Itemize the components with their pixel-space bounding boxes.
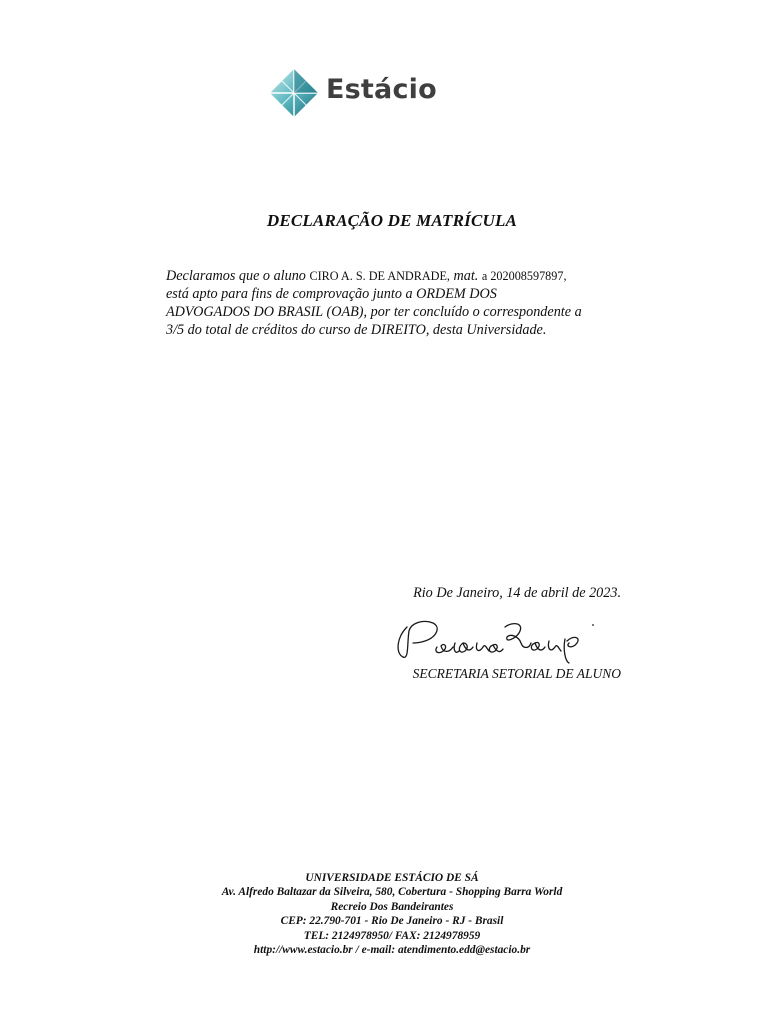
place-date: Rio De Janeiro, 14 de abril de 2023. — [413, 585, 621, 601]
body-text-intro: Declaramos que o aluno — [166, 268, 310, 284]
body-line-2: está apto para fins de comprovação junto a ORDEM DOS — [166, 286, 497, 302]
body-line-4: 3/5 do total de créditos do curso de DIREITO, desta Universidade. — [166, 322, 547, 338]
signatory: SECRETARIA SETORIAL DE ALUNO — [412, 666, 621, 681]
diamond-logo-icon — [268, 67, 320, 119]
document-title: DECLARAÇÃO DE MATRÍCULA — [266, 211, 518, 230]
footer-cep: CEP: 22.790-701 - Rio De Janeiro - RJ - Brasil — [280, 915, 504, 928]
enrollment-number: a 202008597897, — [481, 269, 567, 283]
footer-address-line-2: Recreio Dos Bandeirantes — [330, 900, 454, 913]
student-name: CIRO A. S. DE ANDRADE, — [309, 269, 450, 283]
declaration-body — [166, 267, 636, 339]
footer — [0, 871, 768, 957]
estacio-logo — [268, 67, 458, 119]
logo-wordmark: Estácio — [326, 74, 437, 105]
footer-institution: UNIVERSIDADE ESTÁCIO DE SÁ — [305, 872, 479, 884]
footer-phone: TEL: 2124978950/ FAX: 2124978959 — [303, 929, 481, 942]
handwritten-signature — [393, 613, 608, 665]
body-line-3: ADVOGADOS DO BRASIL (OAB), por ter concluído o correspondente a — [166, 304, 582, 320]
footer-web: http://www.estacio.br / e-mail: atendimento.edd@estacio.br — [253, 944, 531, 957]
footer-address-line-1: Av. Alfredo Baltazar da Silveira, 580, Cobertura - Shopping Barra World — [221, 886, 563, 899]
body-text-mat: mat. — [449, 268, 482, 284]
body-line-1 — [166, 267, 636, 285]
